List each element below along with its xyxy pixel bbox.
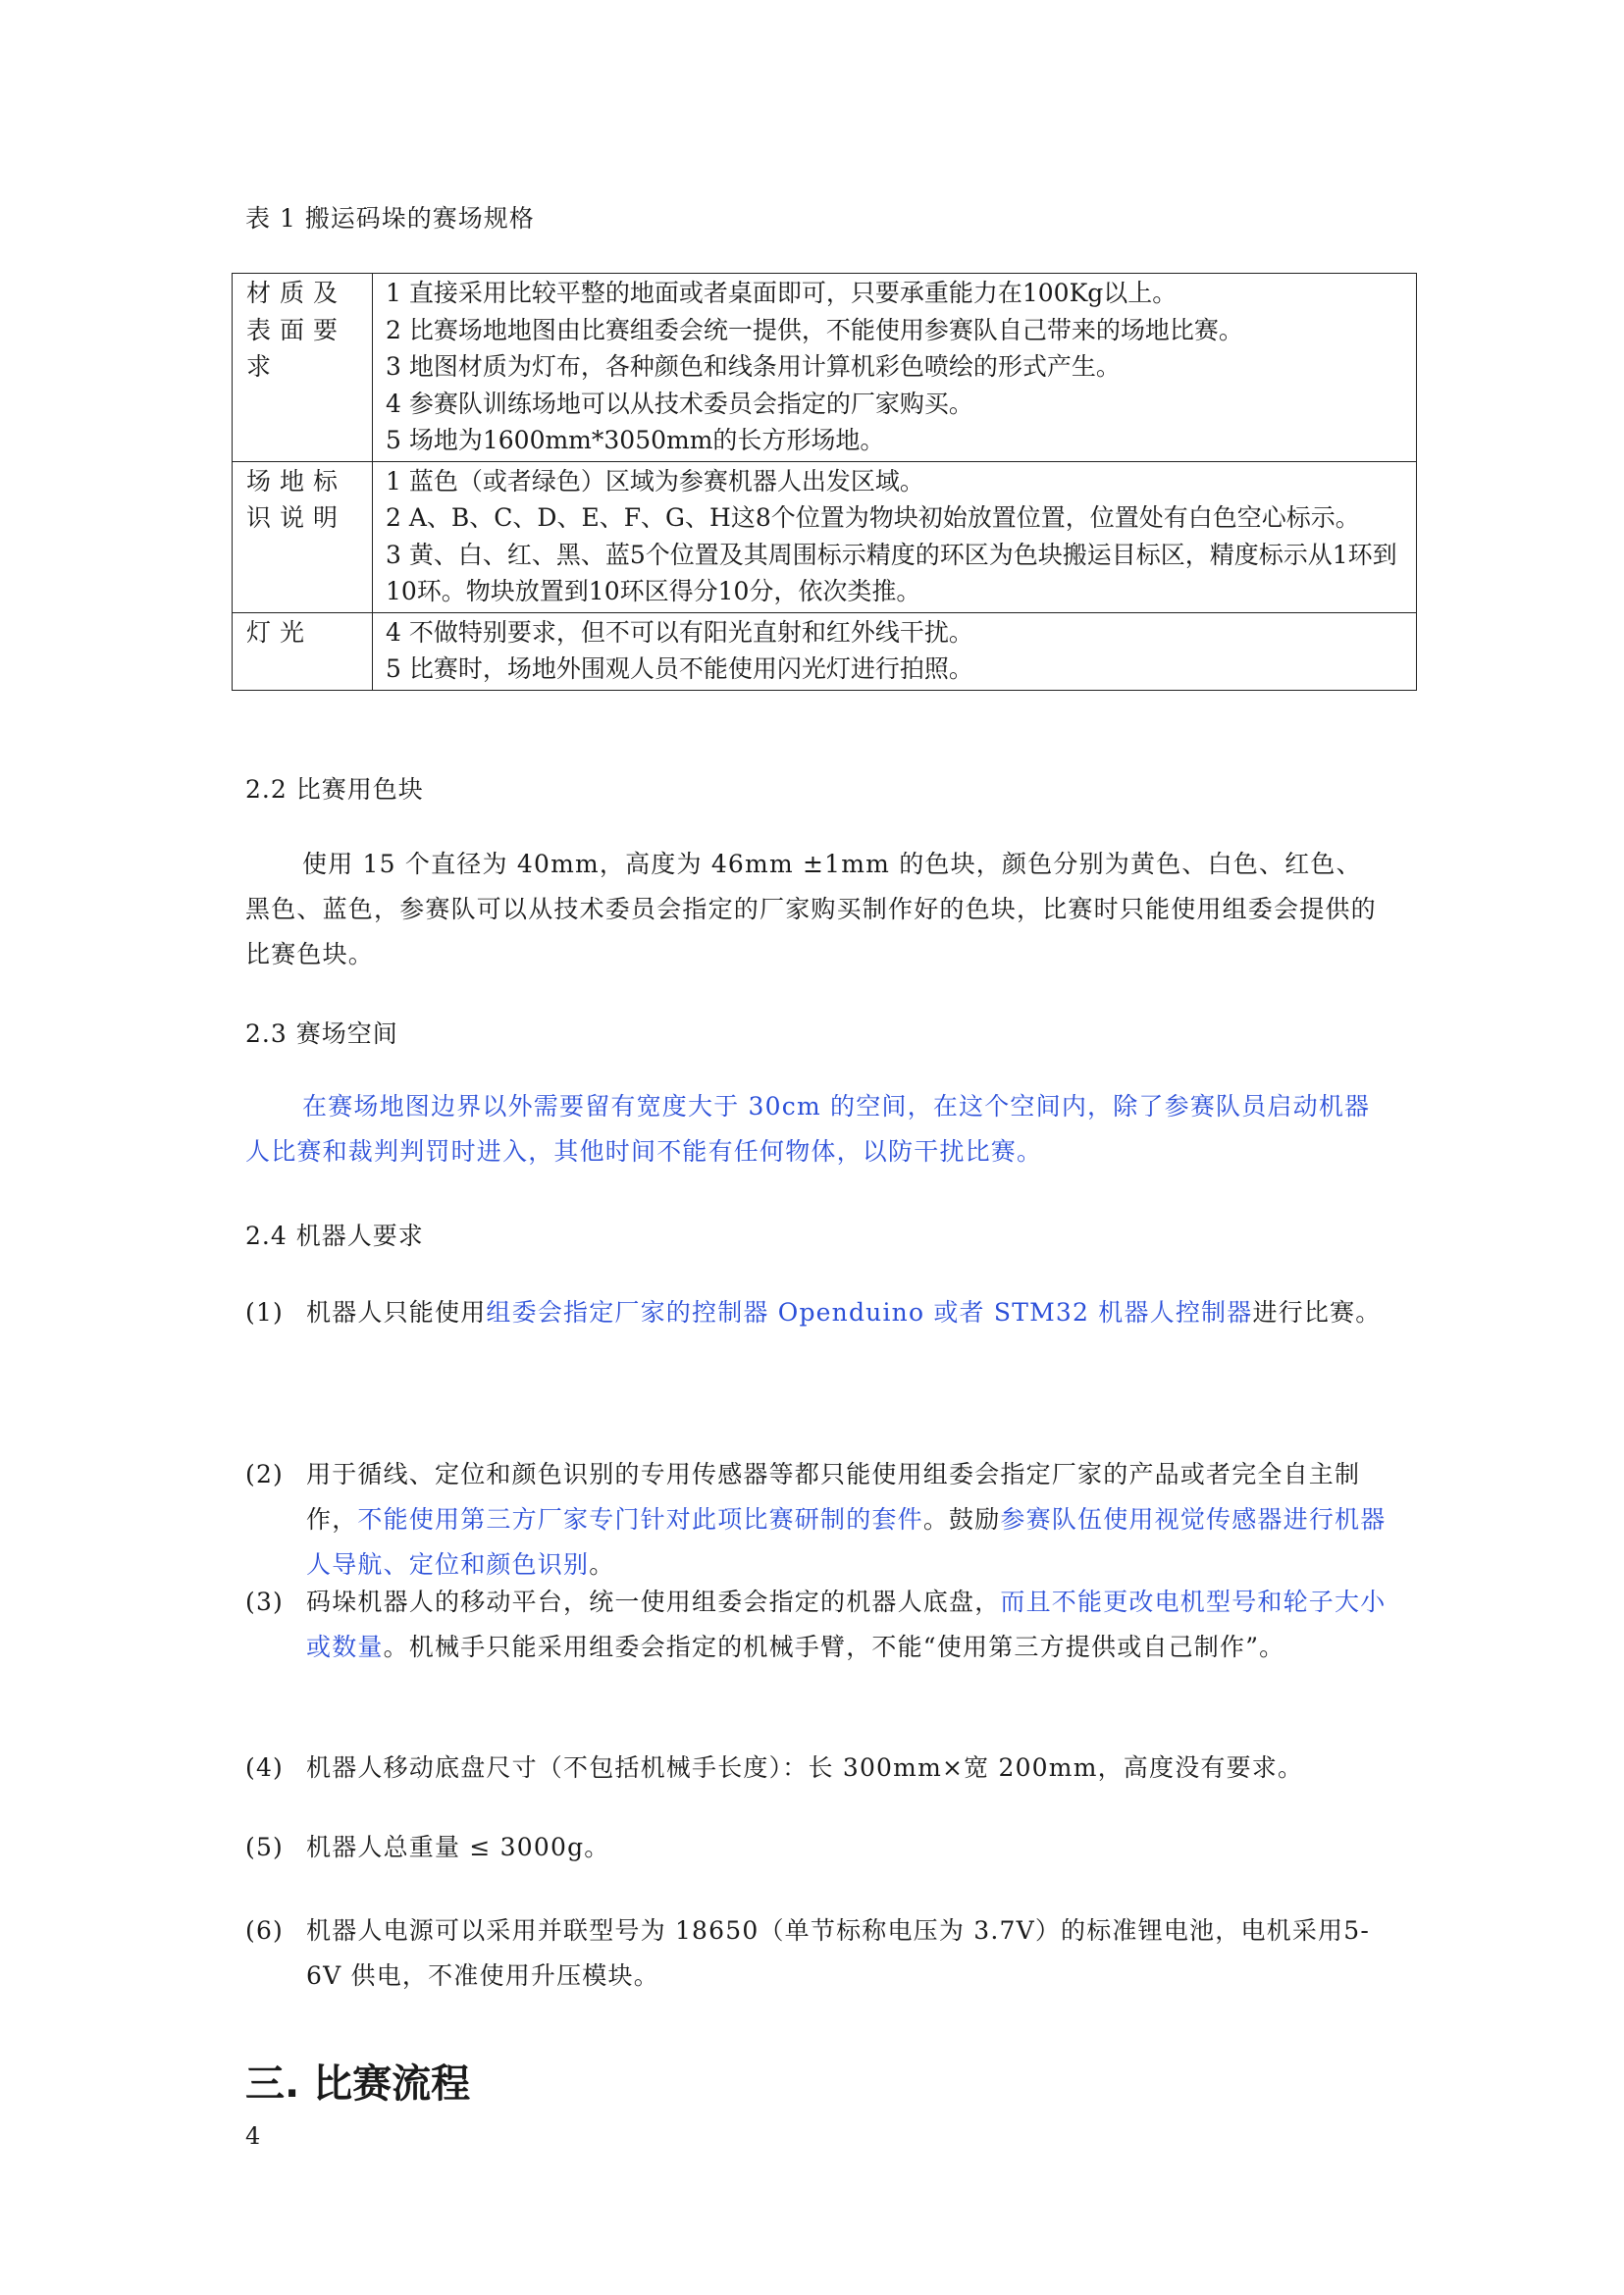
table-line: 2 比赛场地地图由比赛组委会统一提供，不能使用参赛队自己带来的场地比赛。: [386, 315, 1243, 344]
row-label-lighting: 灯光: [233, 612, 373, 690]
list-item-text: 机器人电源可以采用并联型号为 18650（单节标称电压为 3.7V）的标准锂电池，电机采用5-6V 供电，不准使用升压模块。: [306, 1916, 1370, 1990]
table-line: 3 黄、白、红、黑、蓝5个位置及其周围标示精度的环区为色块搬运目标区，精度标示从1环到10环。物块放置到10环区得分10分，依次类推。: [386, 540, 1397, 605]
section-heading-2-3: 2.3 赛场空间: [245, 1019, 398, 1048]
table-line: 3 地图材质为灯布，各种颜色和线条用计算机彩色喷绘的形式产生。: [386, 352, 1121, 381]
row-body-marking: [373, 461, 1417, 612]
highlight-run: 参赛队伍使用视觉传感器进行机器人导航、定位和颜色识别: [306, 1505, 1387, 1579]
list-item-number: (2): [245, 1460, 285, 1488]
table-row: [233, 274, 1417, 462]
list-item-text: 机器人总重量 ≤ 3000g。: [306, 1833, 610, 1861]
section-text-2-2: 使用 15 个直径为 40mm，高度为 46mm ±1mm 的色块，颜色分别为黄色、白色、红色、黑色、蓝色，参赛队可以从技术委员会指定的厂家购买制作好的色块，比赛时只能使用组委会提供的比赛色块。: [245, 850, 1377, 968]
row-label-marking: 场地标识说明: [233, 461, 373, 612]
list-item-number: (4): [245, 1753, 285, 1782]
section-text-2-3: 在赛场地图边界以外需要留有宽度大于 30cm 的空间，在这个空间内，除了参赛队员启动机器人比赛和裁判判罚时进入，其他时间不能有任何物体，以防干扰比赛。: [245, 1092, 1371, 1166]
table-line: 5 比赛时，场地外围观人员不能使用闪光灯进行拍照。: [386, 654, 973, 683]
list-item: [245, 1908, 1393, 1999]
table-caption: 表 1 搬运码垛的赛场规格: [245, 204, 535, 233]
list-item-text: 机器人移动底盘尺寸（不包括机械手长度）：长 300mm×宽 200mm，高度没有要求。: [306, 1753, 1304, 1782]
table-line: 4 不做特别要求，但不可以有阳光直射和红外线干扰。: [386, 617, 973, 647]
text-run: 用于循线、定位和颜色识别的专用传感器等都只能使用组委会指定厂家的产品或者完全自主制作，: [306, 1460, 1361, 1534]
table-row: [233, 612, 1417, 690]
list-item: [245, 1825, 1393, 1870]
list-item-number: (5): [245, 1833, 285, 1861]
chapter-heading: 三. 比赛流程: [245, 2061, 471, 2107]
list-item: [245, 1452, 1393, 1588]
highlight-run: 不能使用第三方厂家专门针对此项比赛研制的套件: [357, 1505, 923, 1534]
list-item: [245, 1580, 1393, 1670]
list-item-text: [306, 1580, 1393, 1670]
text-run: 进行比赛。: [1252, 1298, 1382, 1327]
page-number: 4: [245, 2122, 261, 2150]
row-body-lighting: [373, 612, 1417, 690]
text-run: 机器人只能使用: [306, 1298, 487, 1327]
list-item-number: (6): [245, 1916, 285, 1945]
table-line: 1 直接采用比较平整的地面或者桌面即可，只要承重能力在100Kg以上。: [386, 279, 1178, 307]
table-row: [233, 461, 1417, 612]
text-run: 。: [589, 1550, 615, 1579]
text-run: 。机械手只能采用组委会指定的机械手臂，不能“使用第三方提供或自己制作”。: [383, 1633, 1285, 1661]
venue-spec-table: [232, 273, 1417, 691]
table-line: 1 蓝色（或者绿色）区域为参赛机器人出发区域。: [386, 466, 924, 496]
list-item-text: [306, 1290, 1393, 1335]
list-item-text: [306, 1452, 1393, 1588]
row-label-material: 材质及表面要求: [233, 274, 373, 462]
row-body-material: [373, 274, 1417, 462]
text-run: 。鼓励: [922, 1505, 1001, 1534]
highlight-run: 组委会指定厂家的控制器 Openduino 或者 STM32 机器人控制器: [486, 1298, 1253, 1327]
highlight-run: 而且不能更改电机型号和轮子大小或数量: [306, 1588, 1387, 1661]
list-item-number: (3): [245, 1588, 285, 1616]
table-line: 2 A、B、C、D、E、F、G、H这8个位置为物块初始放置位置，位置处有白色空心标示。: [386, 503, 1360, 532]
table-line: 4 参赛队训练场地可以从技术委员会指定的厂家购买。: [386, 389, 973, 418]
section-heading-2-2: 2.2 比赛用色块: [245, 775, 424, 804]
section-heading-2-4: 2.4 机器人要求: [245, 1222, 424, 1250]
list-item: [245, 1746, 1393, 1791]
text-run: 码垛机器人的移动平台，统一使用组委会指定的机器人底盘，: [306, 1588, 1001, 1616]
list-item: [245, 1290, 1393, 1335]
table-line: 5 场地为1600mm*3050mm的长方形场地。: [386, 426, 885, 454]
list-item-number: (1): [245, 1298, 285, 1327]
